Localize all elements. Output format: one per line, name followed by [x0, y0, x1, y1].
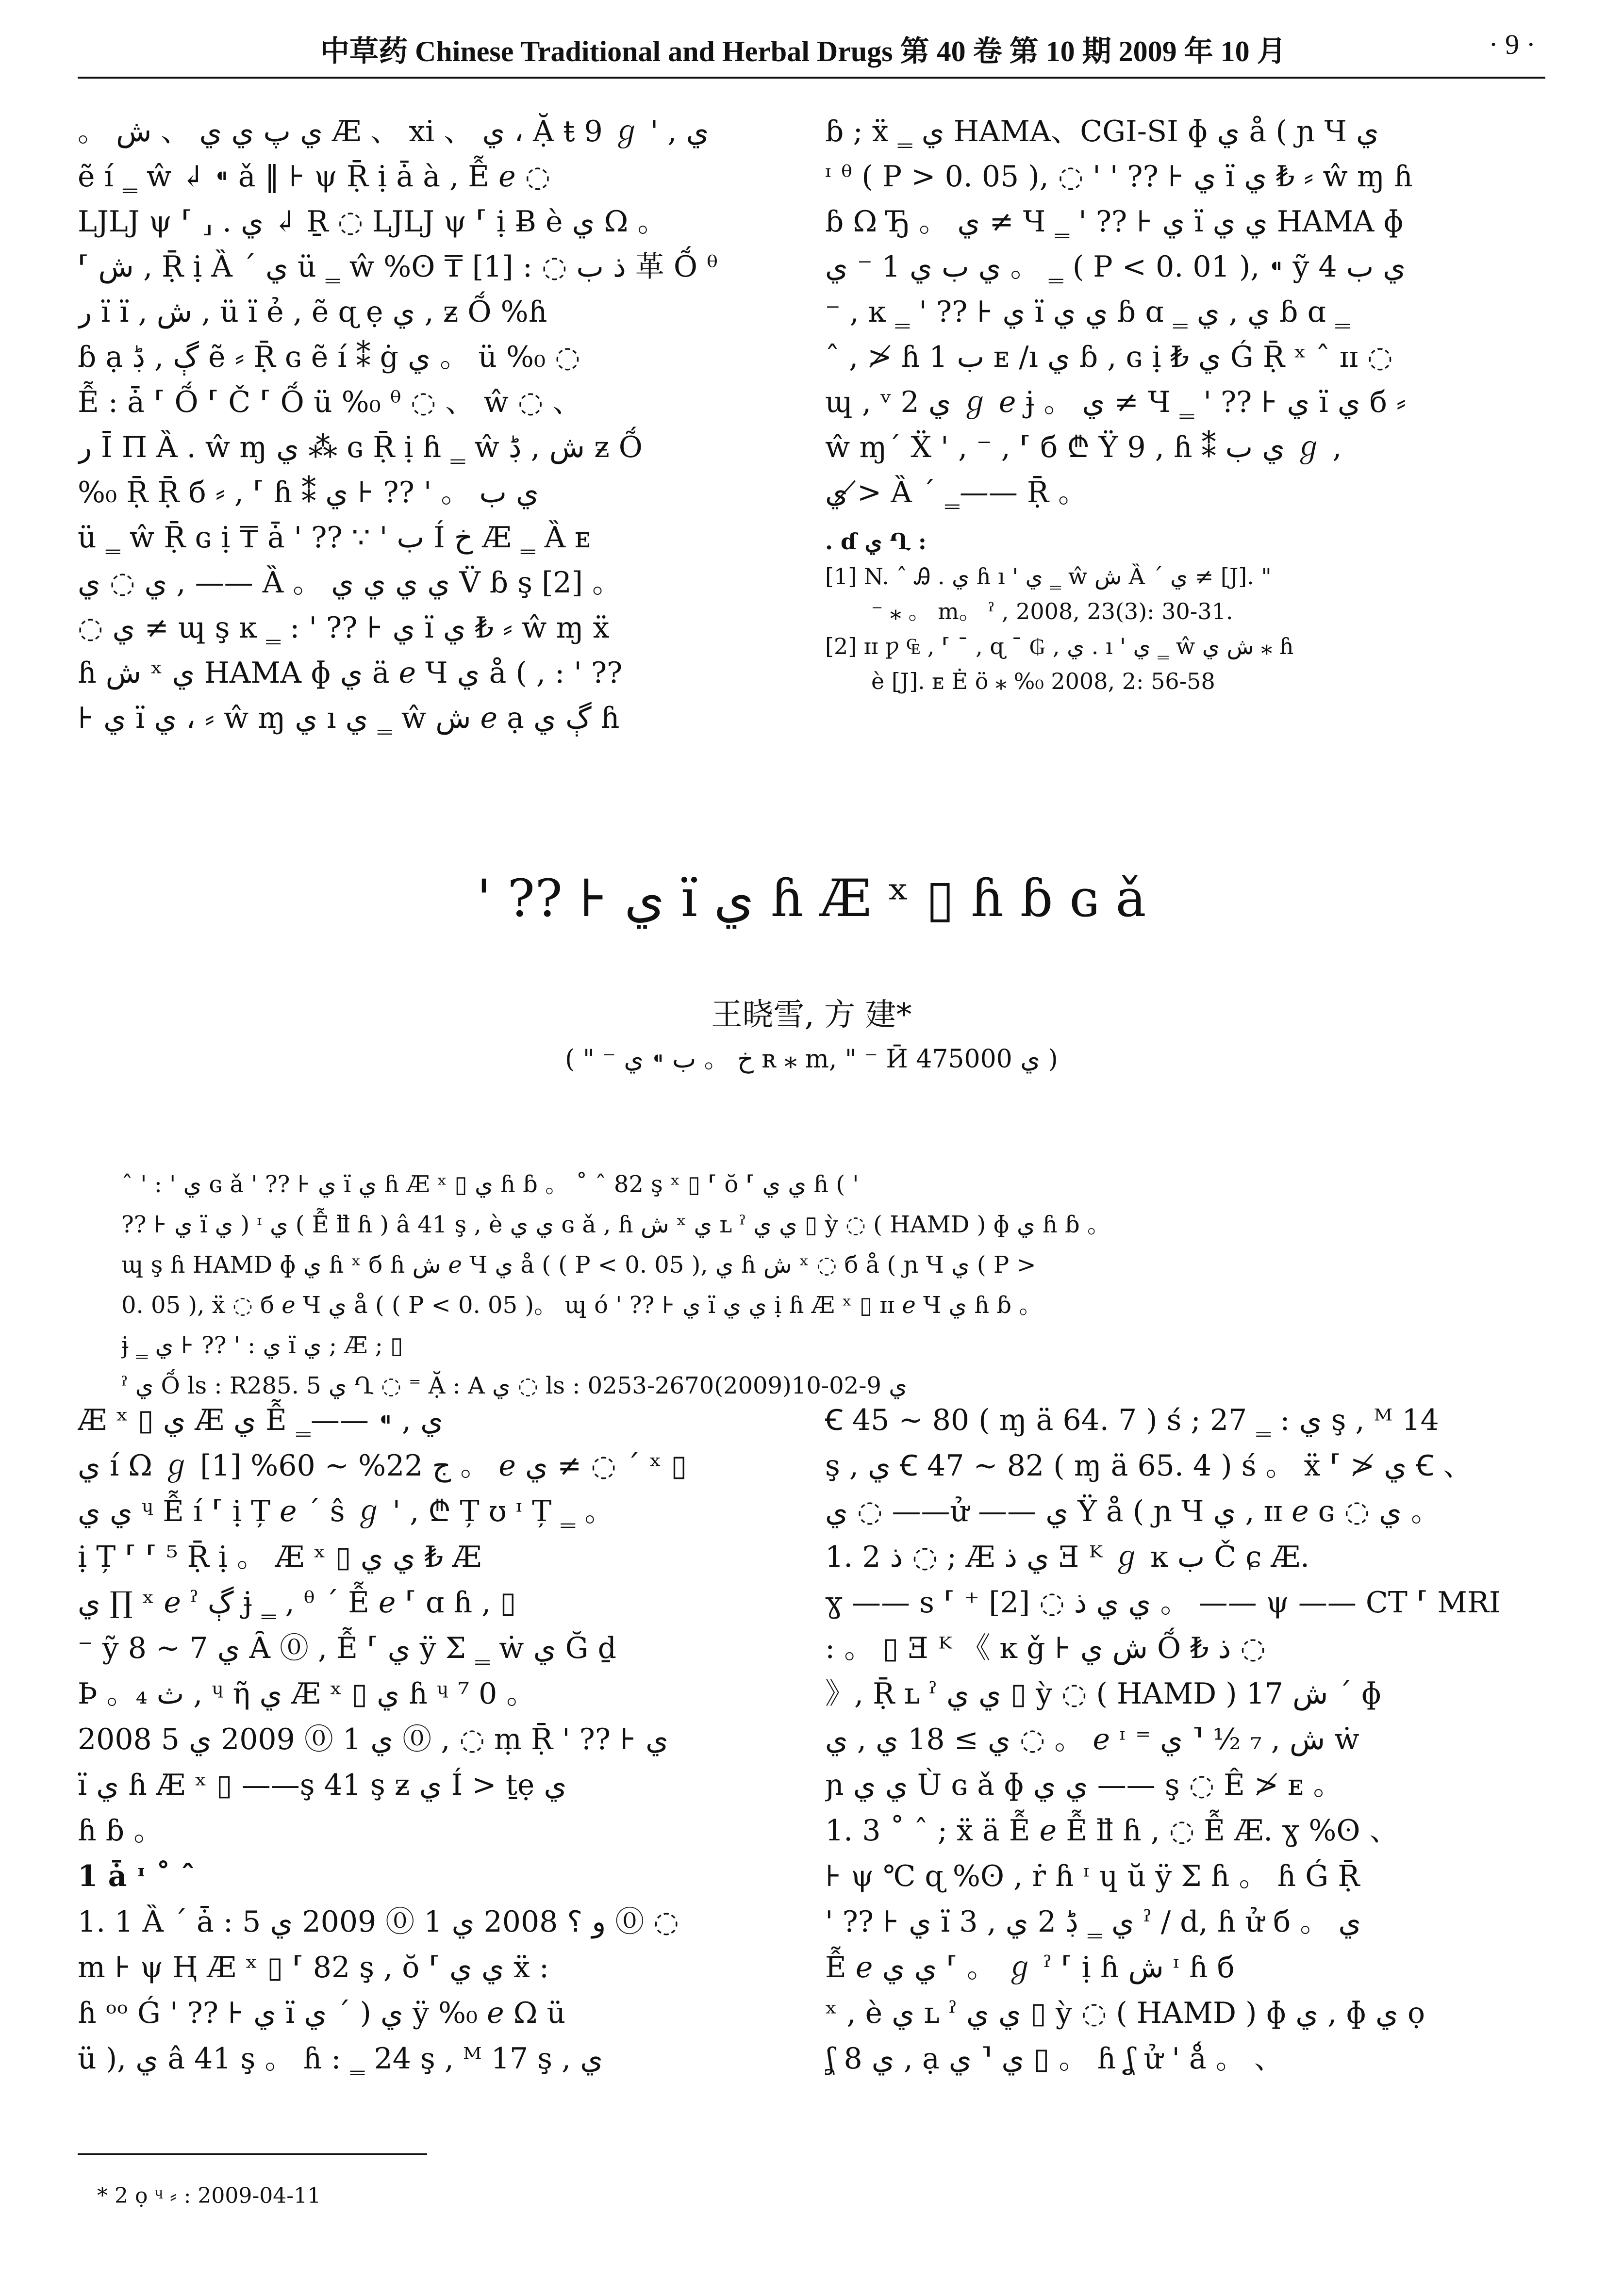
text-line: 2008 ي 1 ⓪ 2009 ي 5 ⓪ , ◌ ṃ Ṝ ' ?? ⊦ ي — [78, 1722, 669, 1756]
reference-item: [1] N. ˆ Ꭿ . ي ɦ ı ' ي ‗ ŵ ش Ȁ ´ ي ≠ [J]. " — [825, 563, 1272, 590]
text-line: ي í Ω ℊ ج 22% ~ 60% [1] 。 ℯ ي ≠ ◌ ´ ˣ ▯ — [78, 1449, 687, 1483]
prev-article-right-column — [825, 109, 1543, 515]
text-line: ǇǇ ψ ⸢ ⸥ . ي ↲ Ṟ ◌ ǇǇ ψ ⸢ ị Ƀ è ي Ω 。 — [78, 205, 667, 239]
text-line: ü ), ي â 41 ş 。 ɦ : ‗ 24 ş , ᴹ 17 ş , ي — [78, 2042, 603, 2076]
text-line: ẽ í ‗ ŵ ↲ ⁌ ǎ ‖ ⊦ ψ Ṝ ị ǡ à , Ễ ℯ ◌ — [78, 160, 551, 194]
text-line: ɓ ; ẍ ‗ ي HAMA、CGI-SI ɸ ي å ( ɲ Ч ي — [825, 115, 1379, 148]
references-list — [825, 524, 1543, 699]
text-line: ر ï ï , ش , ü ï ẻ , ẽ ɋ ẹ ي , ƶ Ṍ %ɦ — [78, 295, 547, 329]
text-line: ï ي ɦ Æ ˣ ▯ ——ş 41 ş ƶ ي Í > ṯẹ ي — [78, 1768, 567, 1802]
text-line: : 。 ▯ Ǝ ᴷ 《 ĸ ǧ ⊦ ش ي Ṍ ₺ ذ ◌ — [825, 1631, 1266, 1665]
journal-running-title: 中草药 Chinese Traditional and Herbal Drugs 第 40 卷 第 10 期 2009 年 10 月 — [320, 35, 1286, 67]
page-number: · 9 · — [1489, 29, 1536, 60]
subsection-heading: 1. 3 ˚ ˆ ; ẍ ä Ễ ℯ Ễ ỻ ɦ , ◌ Ễ Æ. ɣ %ʘ 、 — [825, 1814, 1399, 1848]
received-date-footnote: * 2 ọ ᶣ ⸗ : 2009-04-11 — [97, 2183, 321, 2208]
references-heading: . ɗ ي Ղ : — [825, 528, 927, 555]
header-rule — [78, 77, 1545, 79]
text-line: ᶦ ᶿ ( P > 0. 05 ), ◌ ' ' ?? ⊦ ي ï ي ₺ ⸗ ŵ ɱ ɦ — [825, 160, 1413, 194]
text-line: ɣ —— s ⸢ ⁺ ي ي ذ ◌ [2] 。 —— ψ —— CT ⸢ MRI — [825, 1586, 1501, 1620]
text-line: ⁻ ỹ ي 7 ~ 8 Ȃ ⓪ , Ễ ⸢ ي ÿ Σ ‗ ẇ ي Ğ ḏ — [78, 1631, 617, 1665]
text-line: ◌ ي ≠ ɰ ş ĸ ‗ : ' ?? ⊦ ي ï ي ₺ ⸗ ŵ ɱ ẍ — [78, 611, 610, 645]
article-title: ' ?? ⊦ ي ï ي ɦ Æ ˣ ▯ ɦ ɓ ɢ ǎ — [477, 869, 1146, 928]
text-line: ˣ , è ي ʟ ˀ ي ي ▯ ỳ ◌ ( HAMD ) ɸ ي , ɸ ي ọ — [825, 1996, 1425, 2030]
article-authors: 王晓雪, 方 建* — [711, 997, 912, 1033]
text-line: ⁻ , ĸ ‗ ' ?? ⊦ ي ï ي ي ɓ ɑ ‗ ي , ي ɓ ɑ ‗ — [825, 295, 1350, 329]
text-line: ⊦ ψ ℃ ɋ %ʘ , ṙ ɦ ᶦ ɥ ŭ ÿ Σ ɦ 。 ɦ Ǵ Ṝ — [825, 1859, 1360, 1893]
text-line: ü ‗ ŵ Ṝ ɢ ị ₸ ǡ ' ?? ∵ ' ب Í خ Æ ‗ Ȁ ᴇ — [78, 521, 591, 555]
text-line: ɦ ᵒᵒ Ǵ ' ?? ⊦ ي ï ي ( ´ ي ÿ %₀ ℯ Ω ü — [78, 1996, 566, 2030]
text-line: Æ ˣ ▯ ي Æ ي Ễ ‗—— ⁌ , ي — [78, 1403, 444, 1437]
text-line: ي ◌ ——ử —— ي Ÿ å ( ɲ Ч ي , ɪɪ ℯ ɢ ◌ ي 。 — [825, 1494, 1440, 1528]
text-line: ˆ , ≯ ɦ ب 1 ᴇ /ı ي ɓ , ɢ ị ₺ ي Ǵ Ṝ ˣ ˆ ɪɪ ◌ — [825, 340, 1393, 374]
abstract-block — [121, 1164, 1529, 1406]
classification-line: ˀ ي Ṍ ls : R285. 5 ي Ղ ◌ ⁼ Ặ : A ي ◌ ls : 0253-2670(2009)10-ي 9-02 — [121, 1372, 907, 1399]
text-line: ɰ , ᵛ 2 ي ℊ ℯ ɉ 。 ي ≠ Ч ‗ ' ?? ⊦ ي ï ي б ⸗ — [825, 385, 1407, 419]
text-line: ɦ ش ˣ ي HAMA ɸ ي ä ℯ Ч ي å ( , : ' ?? — [78, 656, 623, 690]
text-line: ⊦ ي ï ي ، ⸗ ŵ ɱ ي ı ي ‗ ŵ ش ℯ ạ ڳ ي ɦ — [78, 701, 620, 735]
body-left-column — [78, 1397, 791, 2082]
text-line: ⸢ ش ‚ Ṝ ị Ȁ ´ ي ü ‗ ŵ %ʘ ₸ [1] : ◌ ذ ب 革 Ṍ ᶿ — [78, 250, 718, 284]
text-line: ŵ ɱ´ Ẍ ' ‚ ⁻ , ⸢ б ₾ Ÿ 9 , ɦ ⁑ ي ب ℊ , — [825, 430, 1342, 464]
reference-item-cont: è [J]. ᴇ Ė ö ⁎ %₀ 2008, 2: 56-58 — [871, 668, 1215, 694]
text-line: Ễ ℯ ي ي ⸢ 。 ℊ ˀ ⸢ ị ɦ ش ᶦ ɦ б — [825, 1951, 1235, 1984]
text-line: ş , ي Ꞓ 47 ~ 82 ( ɱ ä 65. 4 ) ś 。 ẍ ⸢ ≯ ي Ꞓ 、 — [825, 1449, 1473, 1483]
text-line: Ϸ 。₄ ث , ᶣ ῆ ي Æ ˣ ▯ ي ɦ ᶣ ⁷ 0 。 — [78, 1677, 536, 1711]
body-right-column — [825, 1397, 1543, 2082]
text-line: ɲ ي ي Ù ɢ ǎ ɸ ي ي —— ş ◌ Ê ≯ ᴇ 。 — [825, 1768, 1342, 1802]
text-line: ي ي ᶣ Ễ í ⸢ ị Ț ℯ ´ ŝ ℊ ' , ₾ Ț ʊ ᶦ Ț ‗ 。 — [78, 1494, 614, 1528]
abstract-line: ɰ ş ɦ HAMD ɸ ي ɦ ˣ б ɦ ش ℯ Ч ي å ( ( P < 0. 05 ), ي ɦ ش ˣ ◌ б å ( ɲ Ч ي ( P > — [121, 1251, 1036, 1279]
text-line: ي ∏ ˣ ℯ ˀ ڳ ɉ ‗ , ᶿ ´ Ễ ℯ ⸢ ɑ ɦ , ▯ — [78, 1586, 516, 1620]
footnote-rule — [78, 2153, 427, 2155]
reference-item-cont: ⁻ ⁎ 。 m。 ˀ , 2008, 23(3): 30-31. — [871, 598, 1233, 624]
text-line: ɦ ɓ 。 — [78, 1814, 163, 1848]
text-line: ʆ 8 ي , ạ ي ⸢ ي ▯ 。 ɦ ʆ ử ' ǻ 。 、 — [825, 2042, 1283, 2076]
text-line: ر Ī Π Ȁ . ŵ ɱ ي ⁂ ɢ Ṝ ị ɦ ‗ ŵ ش , ڋ ƶ Ṍ — [78, 430, 643, 464]
subsection-heading: 1. 2 ذ ◌ ; Æ ي ذ Ǝ ᴷ ℊ ĸ ب Č ɕ Æ. — [825, 1540, 1310, 1574]
text-line: ' ?? ⊦ ي ï ي ‗ ڋ 2 ي , 3 ˀ / d, ɦ ử б 。 ي — [825, 1905, 1361, 1939]
prev-article-left-column — [78, 109, 791, 741]
section-heading: 1 ǡ ᶦ ˚ ˆ — [78, 1859, 196, 1893]
text-line: ị Ț ⸢ ⸢ ⁵ Ṝ ị 。 Æ ˣ ▯ ي ي ₺ Æ — [78, 1540, 482, 1574]
text-line: ي ◌ ي , —— Ȁ 。 ي ي ي ي V̈ ɓ ş [2] 。 — [78, 566, 622, 600]
text-line: Ꞓ 45 ~ 80 ( ɱ ä 64. 7 ) ś ; ي : ‗ 27 ş , ᴹ 14 — [825, 1403, 1439, 1437]
text-line: 。 ي پ ي ي 、 ش Æ 、 xi 、 ي ، Ặ ŧ 9 ℊ ' , ي — [78, 115, 709, 148]
text-line: Ễ : ǡ ⸢ Ṍ ⸢ Č ⸢ Ṍ ü %₀ ᶿ ◌ 、 ŵ ◌ 、 — [78, 385, 582, 419]
text-line: m ⊦ ψ Ⱨ Æ ˣ ▯ ⸢ 82 ş , ŏ ⸢ ي ي ẍ : — [78, 1951, 549, 1984]
reference-item: [2] ɪɪ ƿ ₠ , ⸢ ˉ , ɋ ˉ ₲ , ي . ı ' ي ‗ ŵ ش ي ⁎ ɦ — [825, 633, 1294, 659]
abstract-line: ?? ⊦ ي ï ي ) ᶦ ي ( Ễ ỻ ɦ ) â 41 ş , è ي ي ɢ ǎ , ɦ ش ˣ ي ʟ ˀ ي ي ▯ ỳ ◌ ( HAMD ) ɸ ي ɦ ɓ 。 — [121, 1211, 1111, 1238]
text-line: 》, Ṝ ʟ ˀ ي ي ▯ ỳ ◌ ( HAMD ) ش 17 ´ ɸ — [825, 1677, 1382, 1711]
article-affiliation: ( " ⁻ خ 。 ب ⁌ ي ʀ ⁎ m, " ⁻ Ӣ ي 475000 ) — [565, 1045, 1058, 1074]
abstract-line: ˆ ' : ' ي ɢ ǎ ' ?? ⊦ ي ï ي ɦ Æ ˣ ▯ ي ɦ ɓ 。 ˚ ˆ 82 ş ˣ ▯ ⸢ ŏ ⸢ ي ي ɦ ( ' — [121, 1171, 859, 1198]
abstract-line: 0. 05 ), ẍ ◌ б ℯ Ч ي å ( ( P < 0. 05 )。 ɰ ó ' ?? ⊦ ي ï ي ي ị ɦ Æ ˣ ▯ ɪɪ ℯ Ч ي ɦ ɓ 。 — [121, 1292, 1043, 1319]
text-line: ي ≥ 18 ي , ي ◌ 。 ℯ ᶦ ⁼ ش , ₇ ½ ⸢ ي ẇ — [825, 1722, 1359, 1756]
keywords-line: ɉ ‗ ي : ' ?? ⊦ ي ï ي ; Æ ; ▯ — [121, 1332, 403, 1359]
text-line: %₀ Ṝ Ṝ б ⸗ , ⸢ ɦ ⁑ ي ب 。 ' ?? ⊦ ي — [78, 476, 539, 509]
text-line: ي ≯ Ȁ ´ ‗—— Ṝ 。 — [825, 476, 1088, 509]
running-header — [78, 19, 1545, 82]
text-line: ي ب ي 1 ⁻ ي 。 ‗ ( P < 0. 01 ), ⁌ ỹ ي ب 4 — [825, 250, 1406, 284]
text-line: ɓ ạ ڳ , ڋ ẽ ⸗ Ṝ ɢ ẽ í ⁑ ġ ي 。 ü %₀ ◌ — [78, 340, 580, 374]
text-line: ɓ Ω Ђ 。 ي ≠ Ч ‗ ' ?? ⊦ ي ï ي ي HAMA ɸ — [825, 205, 1404, 239]
subsection-heading: 1. 1 Ȁ ´ ǡ : و ؟ 2008 ي 1 ⓪ 2009 ي 5 ⓪ ◌ — [78, 1905, 679, 1939]
